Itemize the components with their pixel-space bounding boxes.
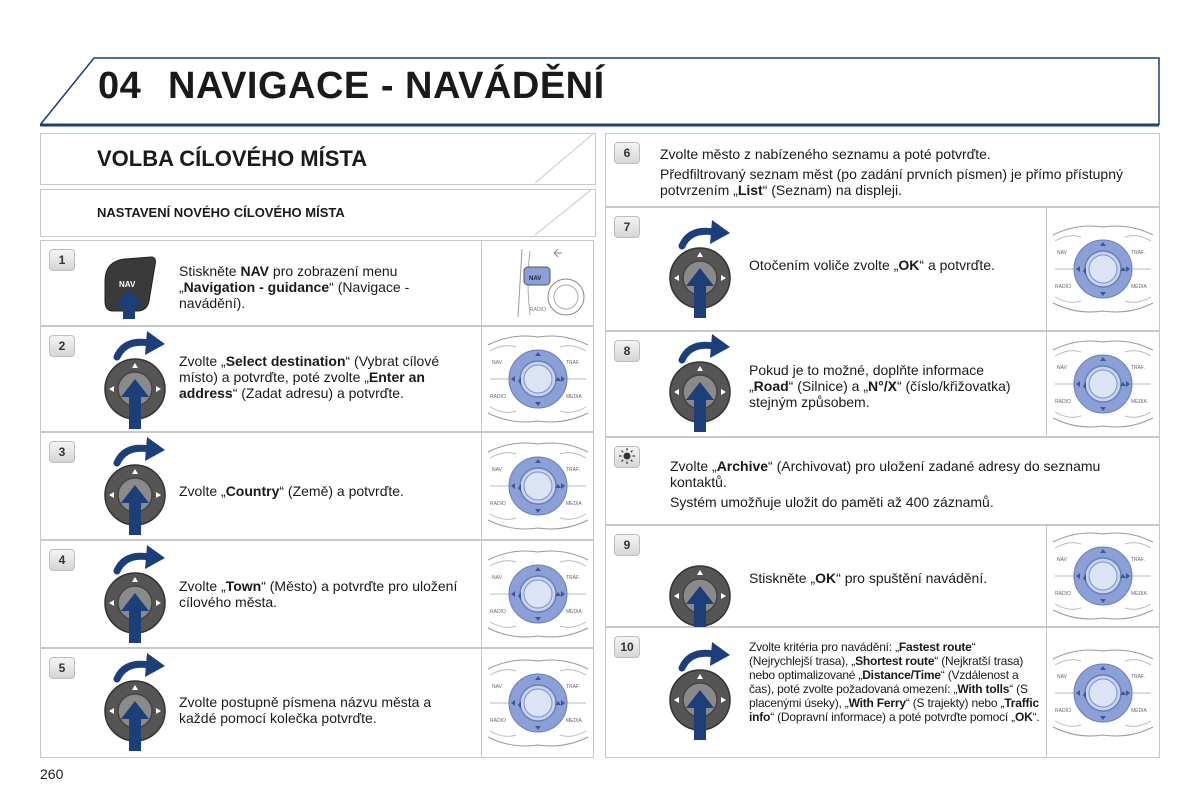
svg-text:TRAF.: TRAF. bbox=[1131, 673, 1145, 680]
lightbulb-icon bbox=[614, 446, 640, 468]
svg-text:MEDIA: MEDIA bbox=[566, 609, 582, 615]
subsection-title-box bbox=[40, 189, 596, 237]
tip-box bbox=[605, 437, 1160, 525]
svg-text:RADIO: RADIO bbox=[530, 307, 546, 313]
step-1 bbox=[40, 240, 594, 326]
rotary-knob-turn-press-icon bbox=[664, 334, 744, 439]
control-panel-image bbox=[481, 541, 594, 647]
svg-text:MEDIA: MEDIA bbox=[1131, 399, 1147, 405]
svg-text:TRAF.: TRAF. bbox=[566, 684, 580, 690]
tip-text: Zvolte „Archive“ (Archivovat) pro uložení zadané adresy do seznamu kontaktů. Systém umožňuje uložit do paměti až 400 záznamů. bbox=[670, 458, 1101, 510]
chapter-title: NAVIGACE - NAVÁDĚNÍ bbox=[168, 65, 605, 107]
control-panel-image bbox=[481, 327, 594, 431]
svg-text:MEDIA: MEDIA bbox=[1131, 284, 1147, 290]
step-text: Pokud je to možné, doplňte informace „Road“ (Silnice) a „N°/X“ (číslo/křižovatka) stejným způsobem. bbox=[749, 362, 1011, 410]
step-number: 7 bbox=[614, 216, 640, 238]
rotary-knob-turn-press-icon bbox=[99, 437, 179, 542]
step-number: 1 bbox=[49, 249, 75, 271]
svg-text:RADIO: RADIO bbox=[1055, 591, 1071, 597]
svg-text:NAV: NAV bbox=[529, 276, 542, 282]
svg-text:TRAF.: TRAF. bbox=[1131, 557, 1145, 563]
step-number: 4 bbox=[49, 549, 75, 571]
svg-text:TRAF.: TRAF. bbox=[566, 467, 580, 473]
section-title-box bbox=[40, 133, 596, 185]
svg-text:NAV: NAV bbox=[492, 575, 502, 581]
step-number: 8 bbox=[614, 340, 640, 362]
svg-text:NAV: NAV bbox=[492, 467, 502, 473]
step-7 bbox=[605, 207, 1160, 331]
svg-text:RADIO: RADIO bbox=[490, 501, 506, 507]
step-number: 10 bbox=[614, 636, 640, 658]
rotary-knob-turn-press-icon bbox=[99, 545, 179, 650]
svg-text:RADIO: RADIO bbox=[490, 609, 506, 615]
section-title: VOLBA CÍLOVÉHO MÍSTA bbox=[97, 146, 368, 171]
step-number: 9 bbox=[614, 534, 640, 556]
chapter-number: 04 bbox=[98, 65, 142, 107]
svg-text:NAV: NAV bbox=[1057, 673, 1067, 680]
nav-button-illustration bbox=[99, 251, 169, 321]
rotary-knob-turn-press-icon bbox=[664, 642, 744, 747]
control-panel-image bbox=[481, 649, 594, 757]
step-5 bbox=[40, 648, 594, 758]
control-panel-image bbox=[481, 433, 594, 539]
step-3 bbox=[40, 432, 594, 540]
svg-text:NAV: NAV bbox=[119, 280, 136, 289]
step-8 bbox=[605, 331, 1160, 437]
rotary-knob-turn-press-icon bbox=[664, 220, 744, 325]
svg-text:RADIO: RADIO bbox=[490, 718, 506, 724]
control-panel-image bbox=[1046, 628, 1160, 757]
svg-text:NAV: NAV bbox=[492, 684, 502, 690]
step-number: 5 bbox=[49, 657, 75, 679]
step-number: 3 bbox=[49, 441, 75, 463]
step-text: Otočením voliče zvolte „OK“ a potvrďte. bbox=[749, 257, 995, 273]
svg-text:MEDIA: MEDIA bbox=[566, 718, 582, 724]
svg-text:TRAF.: TRAF. bbox=[1131, 250, 1145, 256]
svg-text:MEDIA: MEDIA bbox=[1131, 591, 1147, 597]
svg-text:RADIO: RADIO bbox=[1055, 399, 1071, 405]
rotary-knob-turn-press-icon bbox=[99, 653, 179, 758]
step-10 bbox=[605, 627, 1160, 758]
step-number: 2 bbox=[49, 335, 75, 357]
step-2 bbox=[40, 326, 594, 432]
step-text: Stiskněte „OK“ pro spuštění navádění. bbox=[749, 570, 988, 586]
step-text: Zvolte kritéria pro navádění: „Fastest route“ (Nejrychlejší trasa), „Shortest route“ (Nejkratší trasa) nebo optimalizované „Distance/Time“ (Vzdálenost a čas), poté zvolte požadovaná omezení: „With tolls“ (S placenými úseky), „With Ferry“ (S trajekty) nebo „Traffic info“ (Dopravní informace) a poté potvrďte pomocí „OK“. bbox=[749, 640, 1040, 724]
subsection-title: NASTAVENÍ NOVÉHO CÍLOVÉHO MÍSTA bbox=[97, 205, 345, 220]
svg-text:NAV: NAV bbox=[1057, 557, 1067, 563]
rotary-knob-turn-press-icon bbox=[99, 331, 179, 436]
svg-text:TRAF.: TRAF. bbox=[566, 575, 580, 581]
step-number: 6 bbox=[614, 142, 640, 164]
step-text: Zvolte „Town“ (Město) a potvrďte pro uložení cílového města. bbox=[179, 578, 458, 610]
step-text: Stiskněte NAV pro zobrazení menu „Navigation - guidance“ (Navigace - navádění). bbox=[179, 263, 410, 311]
svg-text:TRAF.: TRAF. bbox=[566, 360, 580, 366]
svg-text:MEDIA: MEDIA bbox=[566, 394, 582, 400]
step-9 bbox=[605, 525, 1160, 627]
svg-text:NAV: NAV bbox=[492, 360, 502, 366]
step-text: Zvolte město z nabízeného seznamu a poté potvrďte. Předfiltrovaný seznam měst (po zadání prvních písmen) je přímo přístupný potvrzením „List“ (Seznam) na displeji. bbox=[660, 146, 1123, 198]
control-panel-image bbox=[1046, 208, 1160, 330]
chapter-header bbox=[40, 57, 1160, 127]
svg-text:RADIO: RADIO bbox=[1055, 284, 1071, 290]
step-text: Zvolte „Country“ (Země) a potvrďte. bbox=[179, 483, 404, 499]
step-6 bbox=[605, 133, 1160, 207]
control-panel-image bbox=[1046, 526, 1160, 626]
control-panel-image bbox=[1046, 332, 1160, 436]
svg-text:NAV: NAV bbox=[1057, 365, 1067, 371]
svg-text:RADIO: RADIO bbox=[490, 394, 506, 400]
svg-text:TRAF.: TRAF. bbox=[1131, 365, 1145, 371]
svg-text:MEDIA: MEDIA bbox=[1131, 707, 1147, 714]
page-number: 260 bbox=[40, 766, 64, 782]
svg-text:MEDIA: MEDIA bbox=[566, 501, 582, 507]
svg-text:RADIO: RADIO bbox=[1055, 707, 1071, 714]
svg-text:NAV: NAV bbox=[1057, 250, 1067, 256]
dashboard-nav-button-image bbox=[481, 241, 594, 325]
step-4 bbox=[40, 540, 594, 648]
step-text: Zvolte postupně písmena názvu města a každé pomocí kolečka potvrďte. bbox=[179, 694, 432, 726]
step-text: Zvolte „Select destination“ (Vybrat cílové místo) a potvrďte, poté zvolte „Enter an address“ (Zadat adresu) a potvrďte. bbox=[179, 353, 440, 401]
